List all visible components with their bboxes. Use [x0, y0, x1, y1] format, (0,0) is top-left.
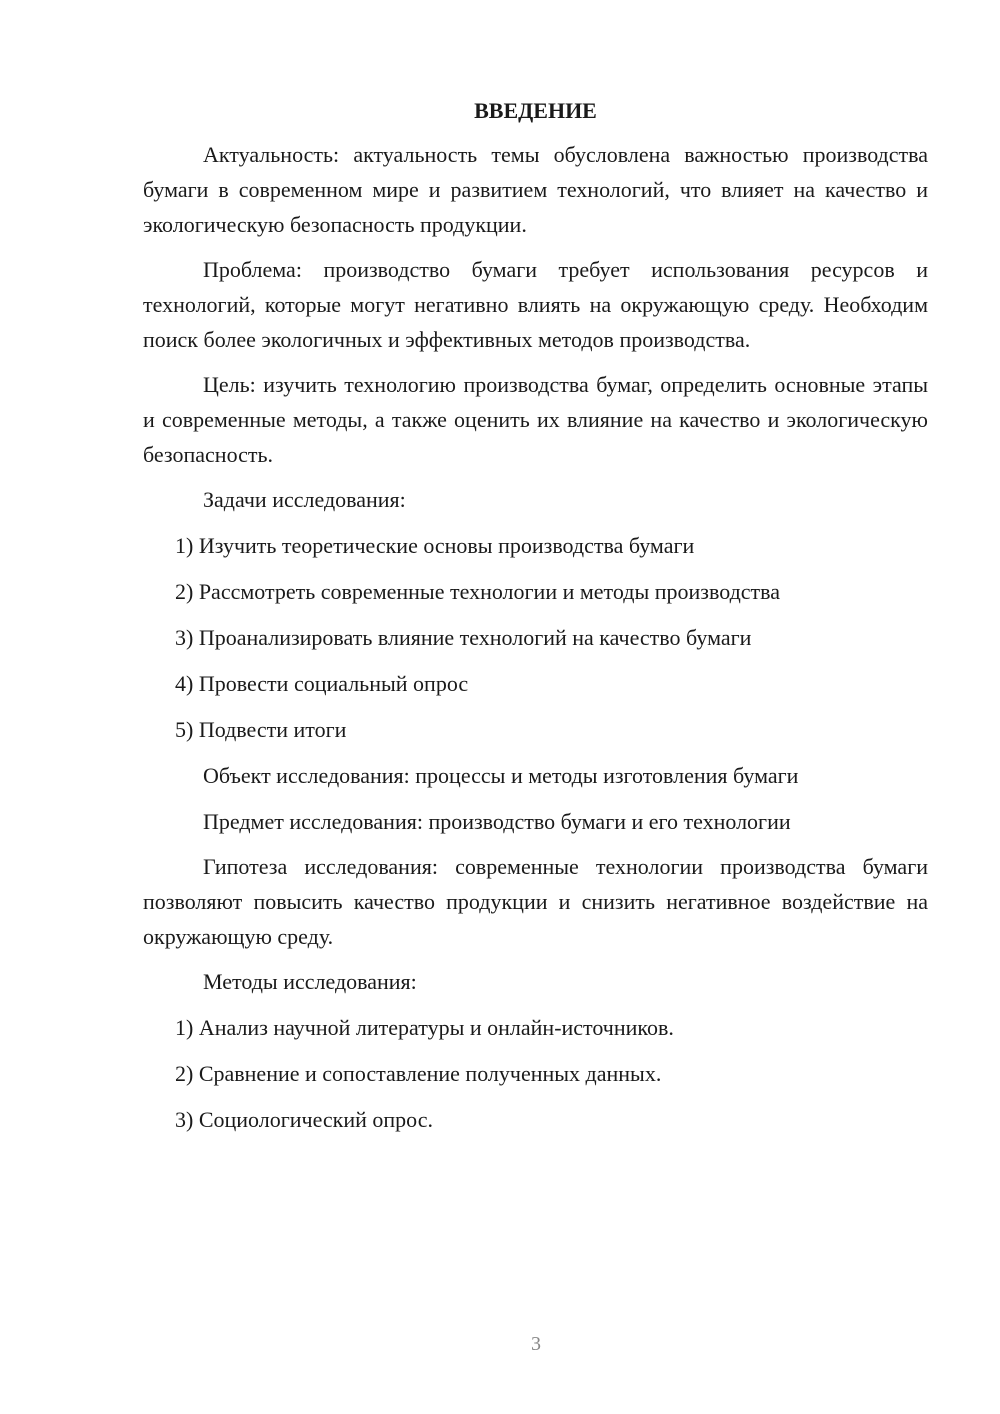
- task-item: 5) Подвести итоги: [175, 717, 347, 742]
- task-item: 1) Изучить теоретические основы производства бумаги: [175, 533, 695, 558]
- section-heading: ВВЕДЕНИЕ: [474, 98, 597, 123]
- methods-heading: Методы исследования:: [203, 969, 417, 994]
- relevance-paragraph: Актуальность: актуальность темы обусловлена важностью производства бумаги в современном мире и развитием технологий, что влияет на качество и экологическую безопасность продукции.: [143, 142, 928, 237]
- method-item: 1) Анализ научной литературы и онлайн-источников.: [175, 1015, 674, 1040]
- task-item: 2) Рассмотреть современные технологии и методы производства: [175, 579, 780, 604]
- object-line: Объект исследования: процессы и методы изготовления бумаги: [203, 763, 799, 788]
- subject-line: Предмет исследования: производство бумаги и его технологии: [203, 809, 791, 834]
- method-item: 3) Социологический опрос.: [175, 1107, 433, 1132]
- goal-paragraph: Цель: изучить технологию производства бумаг, определить основные этапы и современные методы, а также оценить их влияние на качество и экологическую безопасность.: [143, 372, 928, 467]
- task-item: 3) Проанализировать влияние технологий на качество бумаги: [175, 625, 752, 650]
- page-content: [143, 93, 928, 1137]
- tasks-heading: Задачи исследования:: [203, 487, 406, 512]
- page-number: 3: [531, 1333, 541, 1355]
- task-item: 4) Провести социальный опрос: [175, 671, 469, 696]
- problem-paragraph: Проблема: производство бумаги требует использования ресурсов и технологий, которые могут негативно влиять на окружающую среду. Необходим поиск более экологичных и эффективных методов производства.: [143, 257, 928, 352]
- hypothesis-paragraph: Гипотеза исследования: современные технологии производства бумаги позволяют повысить качество продукции и снизить негативное воздействие на окружающую среду.: [143, 854, 928, 949]
- method-item: 2) Сравнение и сопоставление полученных данных.: [175, 1061, 662, 1086]
